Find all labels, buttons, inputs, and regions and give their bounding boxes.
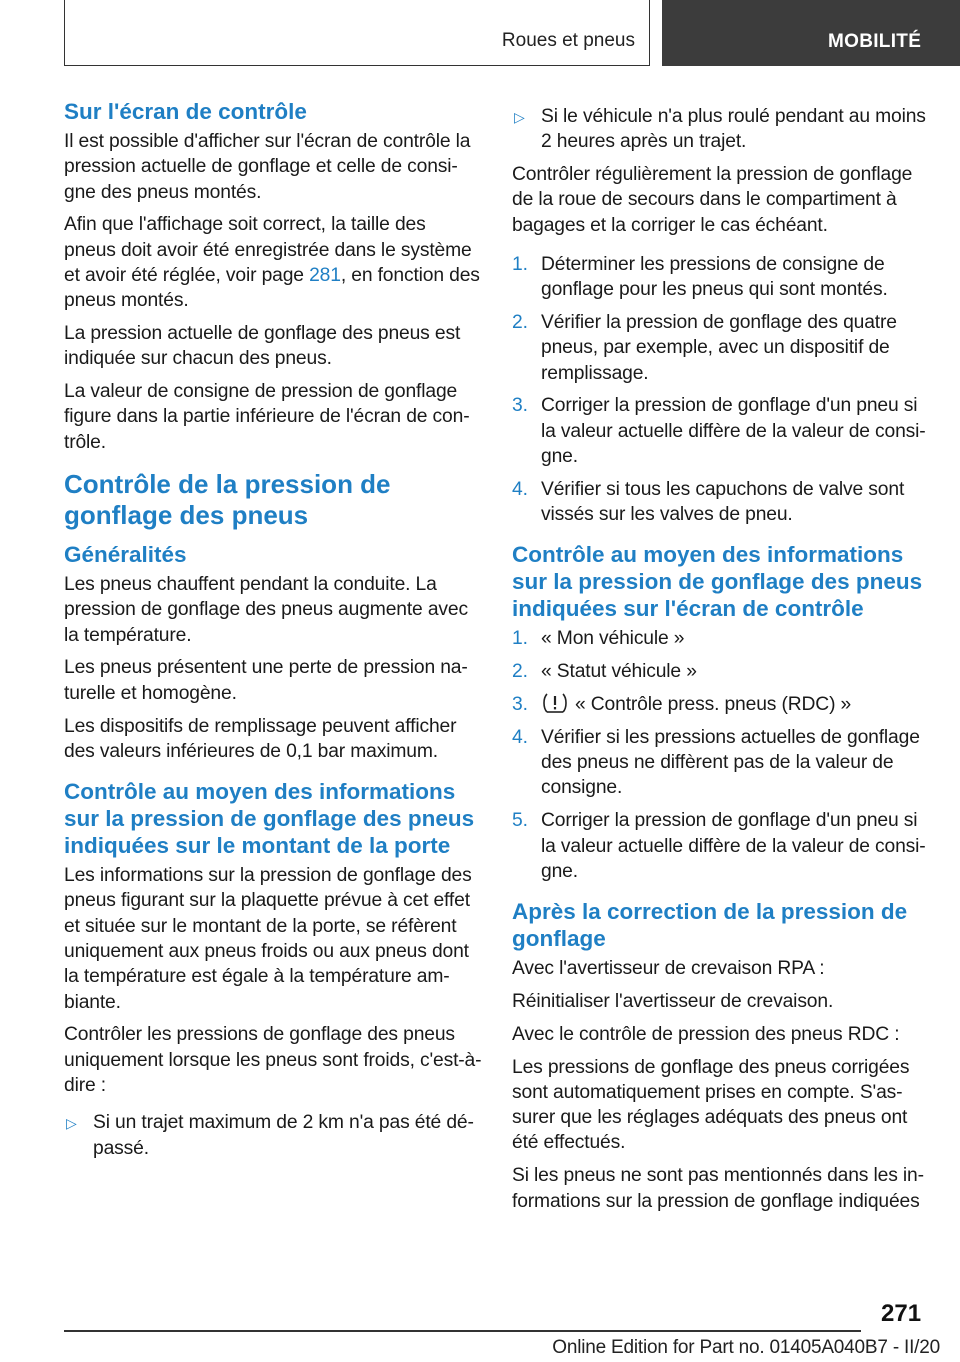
step-number: 1. (512, 253, 528, 275)
step-number: 4. (512, 726, 528, 748)
bullet-triangle-icon: ▷ (66, 1115, 77, 1132)
paragraph: Contrôler les pressions de gonflage des pneus uniquement lorsque les pneus sont froids, c'est-à-dire : (64, 1024, 482, 1097)
paragraph: Avec l'avertisseur de crevaison RPA : (512, 958, 825, 980)
list-item (512, 477, 930, 528)
list-item (512, 659, 930, 684)
step-text: Vérifier la pression de gonflage des quatre pneus, par exemple, avec un dispositif de remplissage. (541, 312, 897, 384)
step-number: 2. (512, 312, 528, 334)
step-text: Vérifier si les pressions actuelles de gonflage des pneus ne diffèrent pas de la valeur de consigne. (541, 726, 920, 799)
step-text: « Mon véhicule » (541, 628, 685, 650)
heading-controle-porte: Contrôle au moyen des informations sur la pression de gonflage des pneus indiquées sur le montant de la porte (64, 779, 475, 859)
step-text: Vérifier si tous les capuchons de valve sont vissés sur les valves de pneu. (541, 478, 905, 526)
paragraph: Les pneus chauffent pendant la conduite. La pression de gonflage des pneus augmente avec la température. (64, 574, 468, 646)
bullet-triangle-icon: ▷ (514, 109, 525, 125)
step-text: Déterminer les pressions de consigne de gonflage pour les pneus qui sont montés. (541, 253, 888, 301)
paragraph: Les dispositifs de remplissage peuvent afficher des valeurs inférieures de 0,1 bar maximum. (64, 715, 457, 762)
paragraph: Contrôler régulièrement la pression de gonflage de la roue de secours dans le compartiment à bagages et la corriger le cas échéant. (512, 164, 913, 236)
paragraph: Il est possible d'afficher sur l'écran de contrôle la pression actuelle de gonflage et celle de consi-gne des pneus montés. (64, 131, 471, 203)
page-number: 271 (881, 1300, 922, 1327)
header-section-title: Roues et pneus (501, 30, 635, 51)
paragraph: La valeur de consigne de pression de gonflage figure dans la partie inférieure de l'écran de con-trôle. (64, 381, 470, 453)
header-frame (64, 0, 650, 66)
list-item (64, 1110, 482, 1161)
step-text: Corriger la pression de gonflage d'un pneu si la valeur actuelle diffère de la valeur de consi-gne. (541, 810, 926, 882)
left-column (64, 98, 482, 1168)
step-number: 3. (512, 694, 528, 716)
list-item-text: Si un trajet maximum de 2 km n'a pas été dé-passé. (93, 1112, 474, 1159)
header-chapter-title: MOBILITÉ (828, 31, 922, 52)
paragraph: Avec le contrôle de pression des pneus RDC : (512, 1023, 900, 1045)
header-chapter-tab (662, 0, 960, 66)
step-text: « Contrôle press. pneus (RDC) » (575, 694, 852, 716)
footer-divider (64, 1330, 861, 1332)
list-item (512, 692, 930, 717)
list-item-text: Si le véhicule n'a plus roulé pendant au moins 2 heures après un trajet. (541, 106, 926, 153)
paragraph: Réinitialiser l'avertisseur de crevaison. (512, 990, 834, 1012)
step-number: 1. (512, 628, 528, 650)
paragraph: Les pneus présentent une perte de pression na-turelle et homogène. (64, 657, 468, 704)
paragraph: Les informations sur la pression de gonflage des pneus figurant sur la plaquette prévue à cet effet et située sur le montant de la porte, se réfèrent uniquement aux pneus froids ou aux pneus dont la température est égale à la température am-biante. (64, 865, 472, 1013)
heading-controle-pression: Contrôle de la pression de gonflage des pneus (64, 469, 391, 531)
paragraph: Si les pneus ne sont pas mentionnés dans les in-formations sur la pression de gonflage indiquées (512, 1165, 924, 1212)
steps-list-screen (512, 626, 930, 884)
right-column (512, 98, 930, 1221)
tire-pressure-warning-icon (541, 692, 569, 714)
heading-apres-correction: Après la correction de la pression de gonflage (512, 899, 908, 952)
list-item (512, 310, 930, 386)
paragraph-with-link (64, 212, 482, 313)
step-number: 2. (512, 661, 528, 683)
heading-controle-ecran: Contrôle au moyen des informations sur la pression de gonflage des pneus indiquées sur l'écran de contrôle (512, 542, 923, 622)
paragraph-text: , en fonction des pneus montés. (64, 264, 480, 312)
list-item (512, 393, 930, 469)
paragraph-text: Afin que l'affichage soit correct, la taille des pneus doit avoir été enregistrée dans le système et avoir été réglée, voir page (64, 214, 472, 286)
paragraph: Les pressions de gonflage des pneus corrigées sont automatiquement prises en compte. S'as-surer que les réglages adéquats des pneus ont été effectués. (512, 1056, 910, 1154)
list-item (512, 252, 930, 303)
step-number: 5. (512, 810, 528, 832)
list-item (512, 808, 930, 884)
step-text: Corriger la pression de gonflage d'un pneu si la valeur actuelle diffère de la valeur de consi-gne. (541, 395, 926, 468)
list-item (512, 626, 930, 651)
list-item (512, 725, 930, 801)
step-text: « Statut véhicule » (541, 661, 697, 683)
step-number: 4. (512, 478, 528, 500)
page-reference-link[interactable]: 281 (309, 264, 341, 286)
heading-ecran-controle: Sur l'écran de contrôle (64, 99, 307, 124)
footer-edition-text: Online Edition for Part no. 01405A040B7 - II/20 (552, 1337, 940, 1358)
list-item (512, 104, 930, 155)
paragraph: La pression actuelle de gonflage des pneus est indiquée sur chacun des pneus. (64, 323, 461, 370)
heading-generalites: Généralités (64, 542, 187, 568)
step-number: 3. (512, 395, 528, 417)
steps-list-manual (512, 252, 930, 527)
